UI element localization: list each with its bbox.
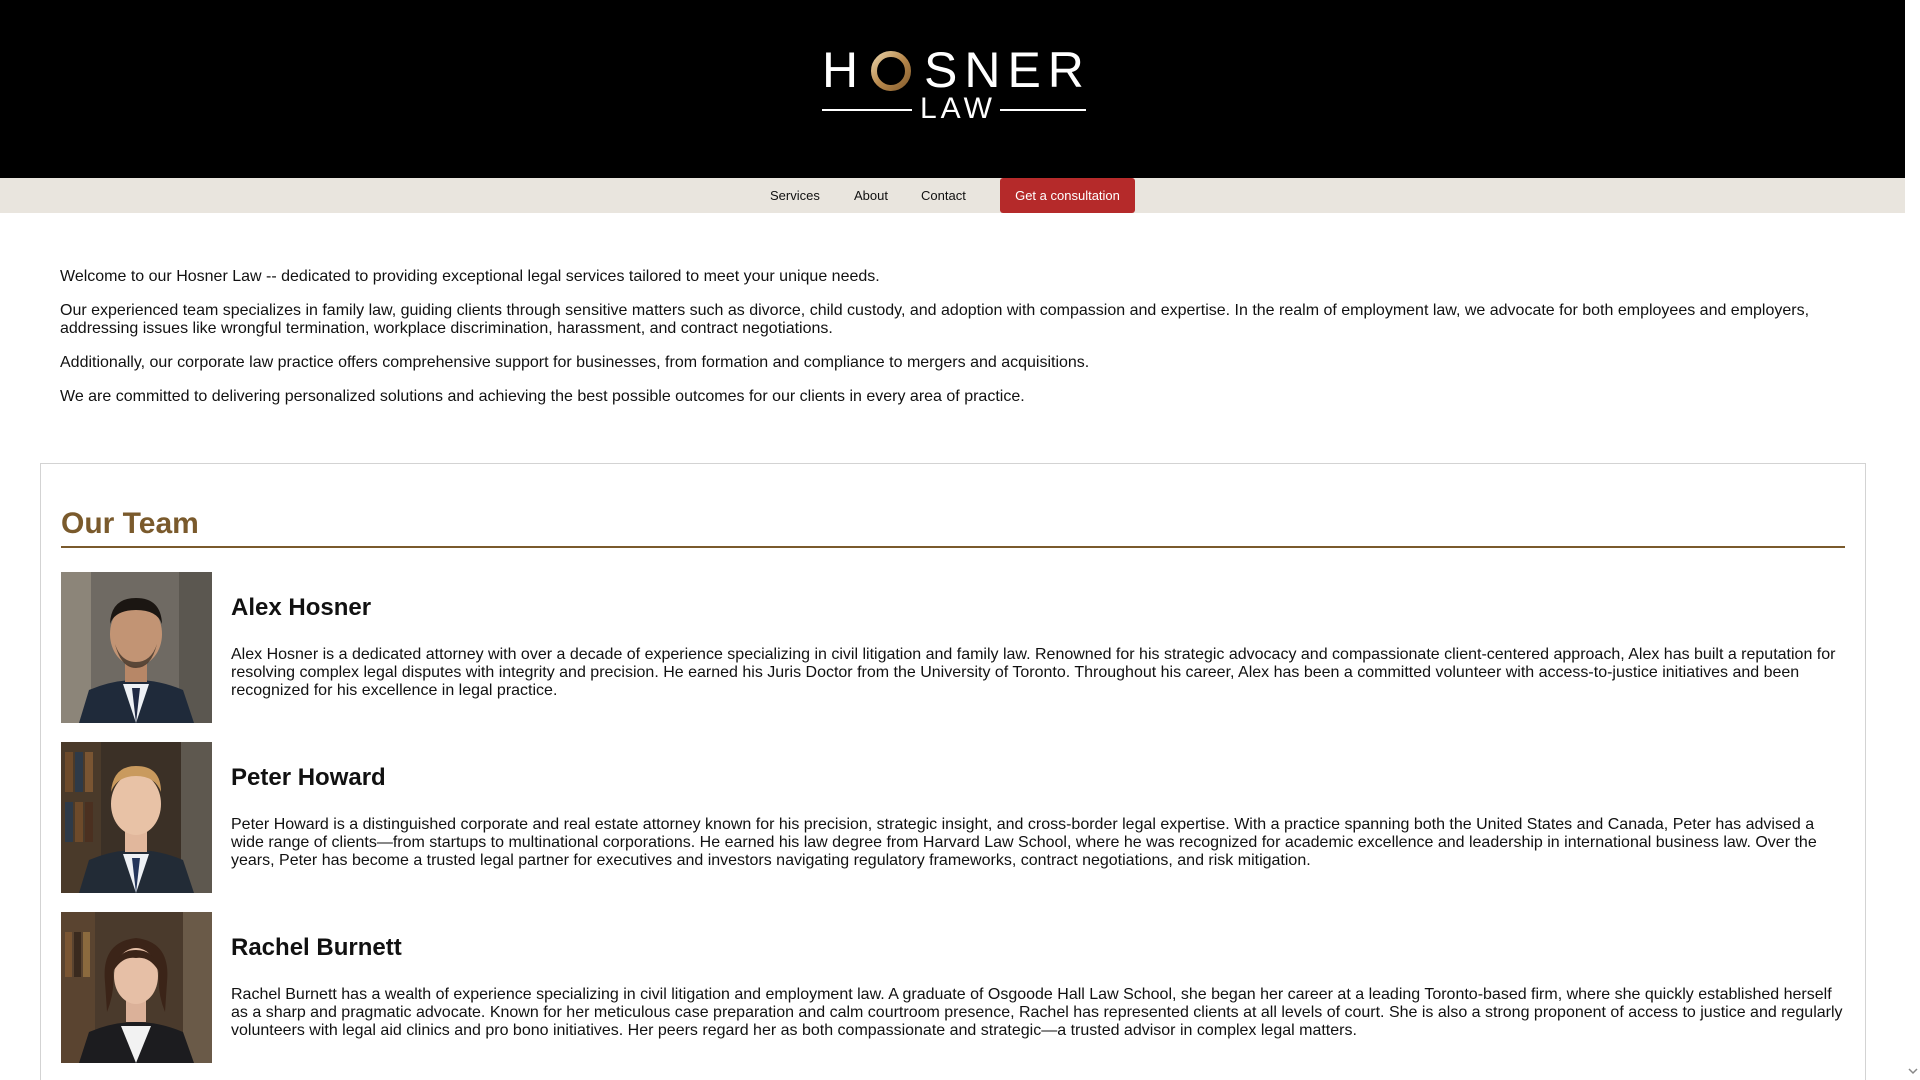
logo-rule-right	[1000, 109, 1086, 111]
intro-paragraph-welcome: Welcome to our Hosner Law -- dedicated to providing exceptional legal services tailored to meet your unique needs.	[60, 268, 880, 285]
member-photo-alex-hosner	[61, 572, 212, 723]
member-photo-peter-howard	[61, 742, 212, 893]
team-member-card	[61, 912, 1845, 1063]
site-header	[0, 0, 1905, 178]
member-photo-rachel-burnett	[61, 912, 212, 1063]
logo-letter-h: H	[822, 42, 866, 98]
member-name: Rachel Burnett	[231, 934, 402, 961]
team-member-card	[61, 572, 1845, 723]
intro-paragraph-family-employment: Our experienced team specializes in family law, guiding clients through sensitive matters such as divorce, child custody, and adoption with compassion and expertise. In the realm of employment law, we advocate for both employees and employers, addressing issues like wrongful termination, workplace discrimination, harassment, and contract negotiations.	[60, 302, 1810, 337]
hosner-law-logo[interactable]	[820, 42, 1091, 125]
member-name: Peter Howard	[231, 764, 386, 791]
logo-law-text: LAW	[920, 92, 996, 125]
logo-rule-left	[822, 109, 912, 111]
intro-paragraph-commitment: We are committed to delivering personalized solutions and achieving the best possible outcomes for our clients in every area of practice.	[60, 388, 1025, 405]
nav-link-contact[interactable]: Contact	[921, 188, 966, 203]
nav-link-services[interactable]: Services	[770, 188, 820, 203]
team-member-card	[61, 742, 1845, 893]
team-section	[40, 463, 1866, 1080]
logo-letters-sner: SNER	[924, 42, 1091, 98]
main-nav	[0, 178, 1905, 213]
logo-wordmark	[820, 42, 1091, 98]
logo-ring-icon	[868, 48, 914, 94]
member-bio: Peter Howard is a distinguished corporate and real estate attorney known for his precision, strategic insight, and cross-border legal expertise. With a practice spanning both the United States and Canada, Peter has advised a wide range of clients—from startups to multinational corporations. He earned his law degree from Harvard Law School, where he was recognized for academic excellence and leadership in international business law. Over the years, Peter has become a trusted legal partner for executives and investors navigating regulatory frameworks, contract negotiations, and risk mitigation.	[231, 816, 1817, 869]
member-bio: Rachel Burnett has a wealth of experience specializing in civil litigation and employment law. A graduate of Osgoode Hall Law School, she began her career at a leading Toronto-based firm, where she quickly established herself as a sharp and pragmatic advocate. Known for her meticulous case preparation and calm courtroom presence, Rachel has represented clients at all levels of court. She is also a strong proponent of access to justice and regularly volunteers with legal aid clinics and pro bono initiatives. Her peers regard her as both compassionate and strategic—a trusted advisor in complex legal matters.	[231, 986, 1843, 1039]
member-name: Alex Hosner	[231, 594, 372, 621]
intro-section	[60, 268, 1860, 422]
team-heading: Our Team	[61, 507, 199, 540]
intro-paragraph-corporate: Additionally, our corporate law practice offers comprehensive support for businesses, from formation and compliance to mergers and acquisitions.	[60, 354, 1090, 371]
get-consultation-button[interactable]: Get a consultation	[1000, 178, 1135, 213]
nav-link-about[interactable]: About	[854, 188, 888, 203]
team-heading-divider	[61, 546, 1845, 548]
logo-subline	[820, 92, 1088, 126]
scroll-down-arrow-icon[interactable]	[1908, 1066, 1918, 1076]
member-bio: Alex Hosner is a dedicated attorney with over a decade of experience specializing in civil litigation and family law. Renowned for his strategic advocacy and compassionate client-centered approach, Alex has built a reputation for resolving complex legal disputes with integrity and precision. He earned his Juris Doctor from the University of Toronto. Throughout his career, Alex has been a committed volunteer with access-to-justice initiatives and been recognized for his excellence in legal practice.	[231, 646, 1836, 699]
